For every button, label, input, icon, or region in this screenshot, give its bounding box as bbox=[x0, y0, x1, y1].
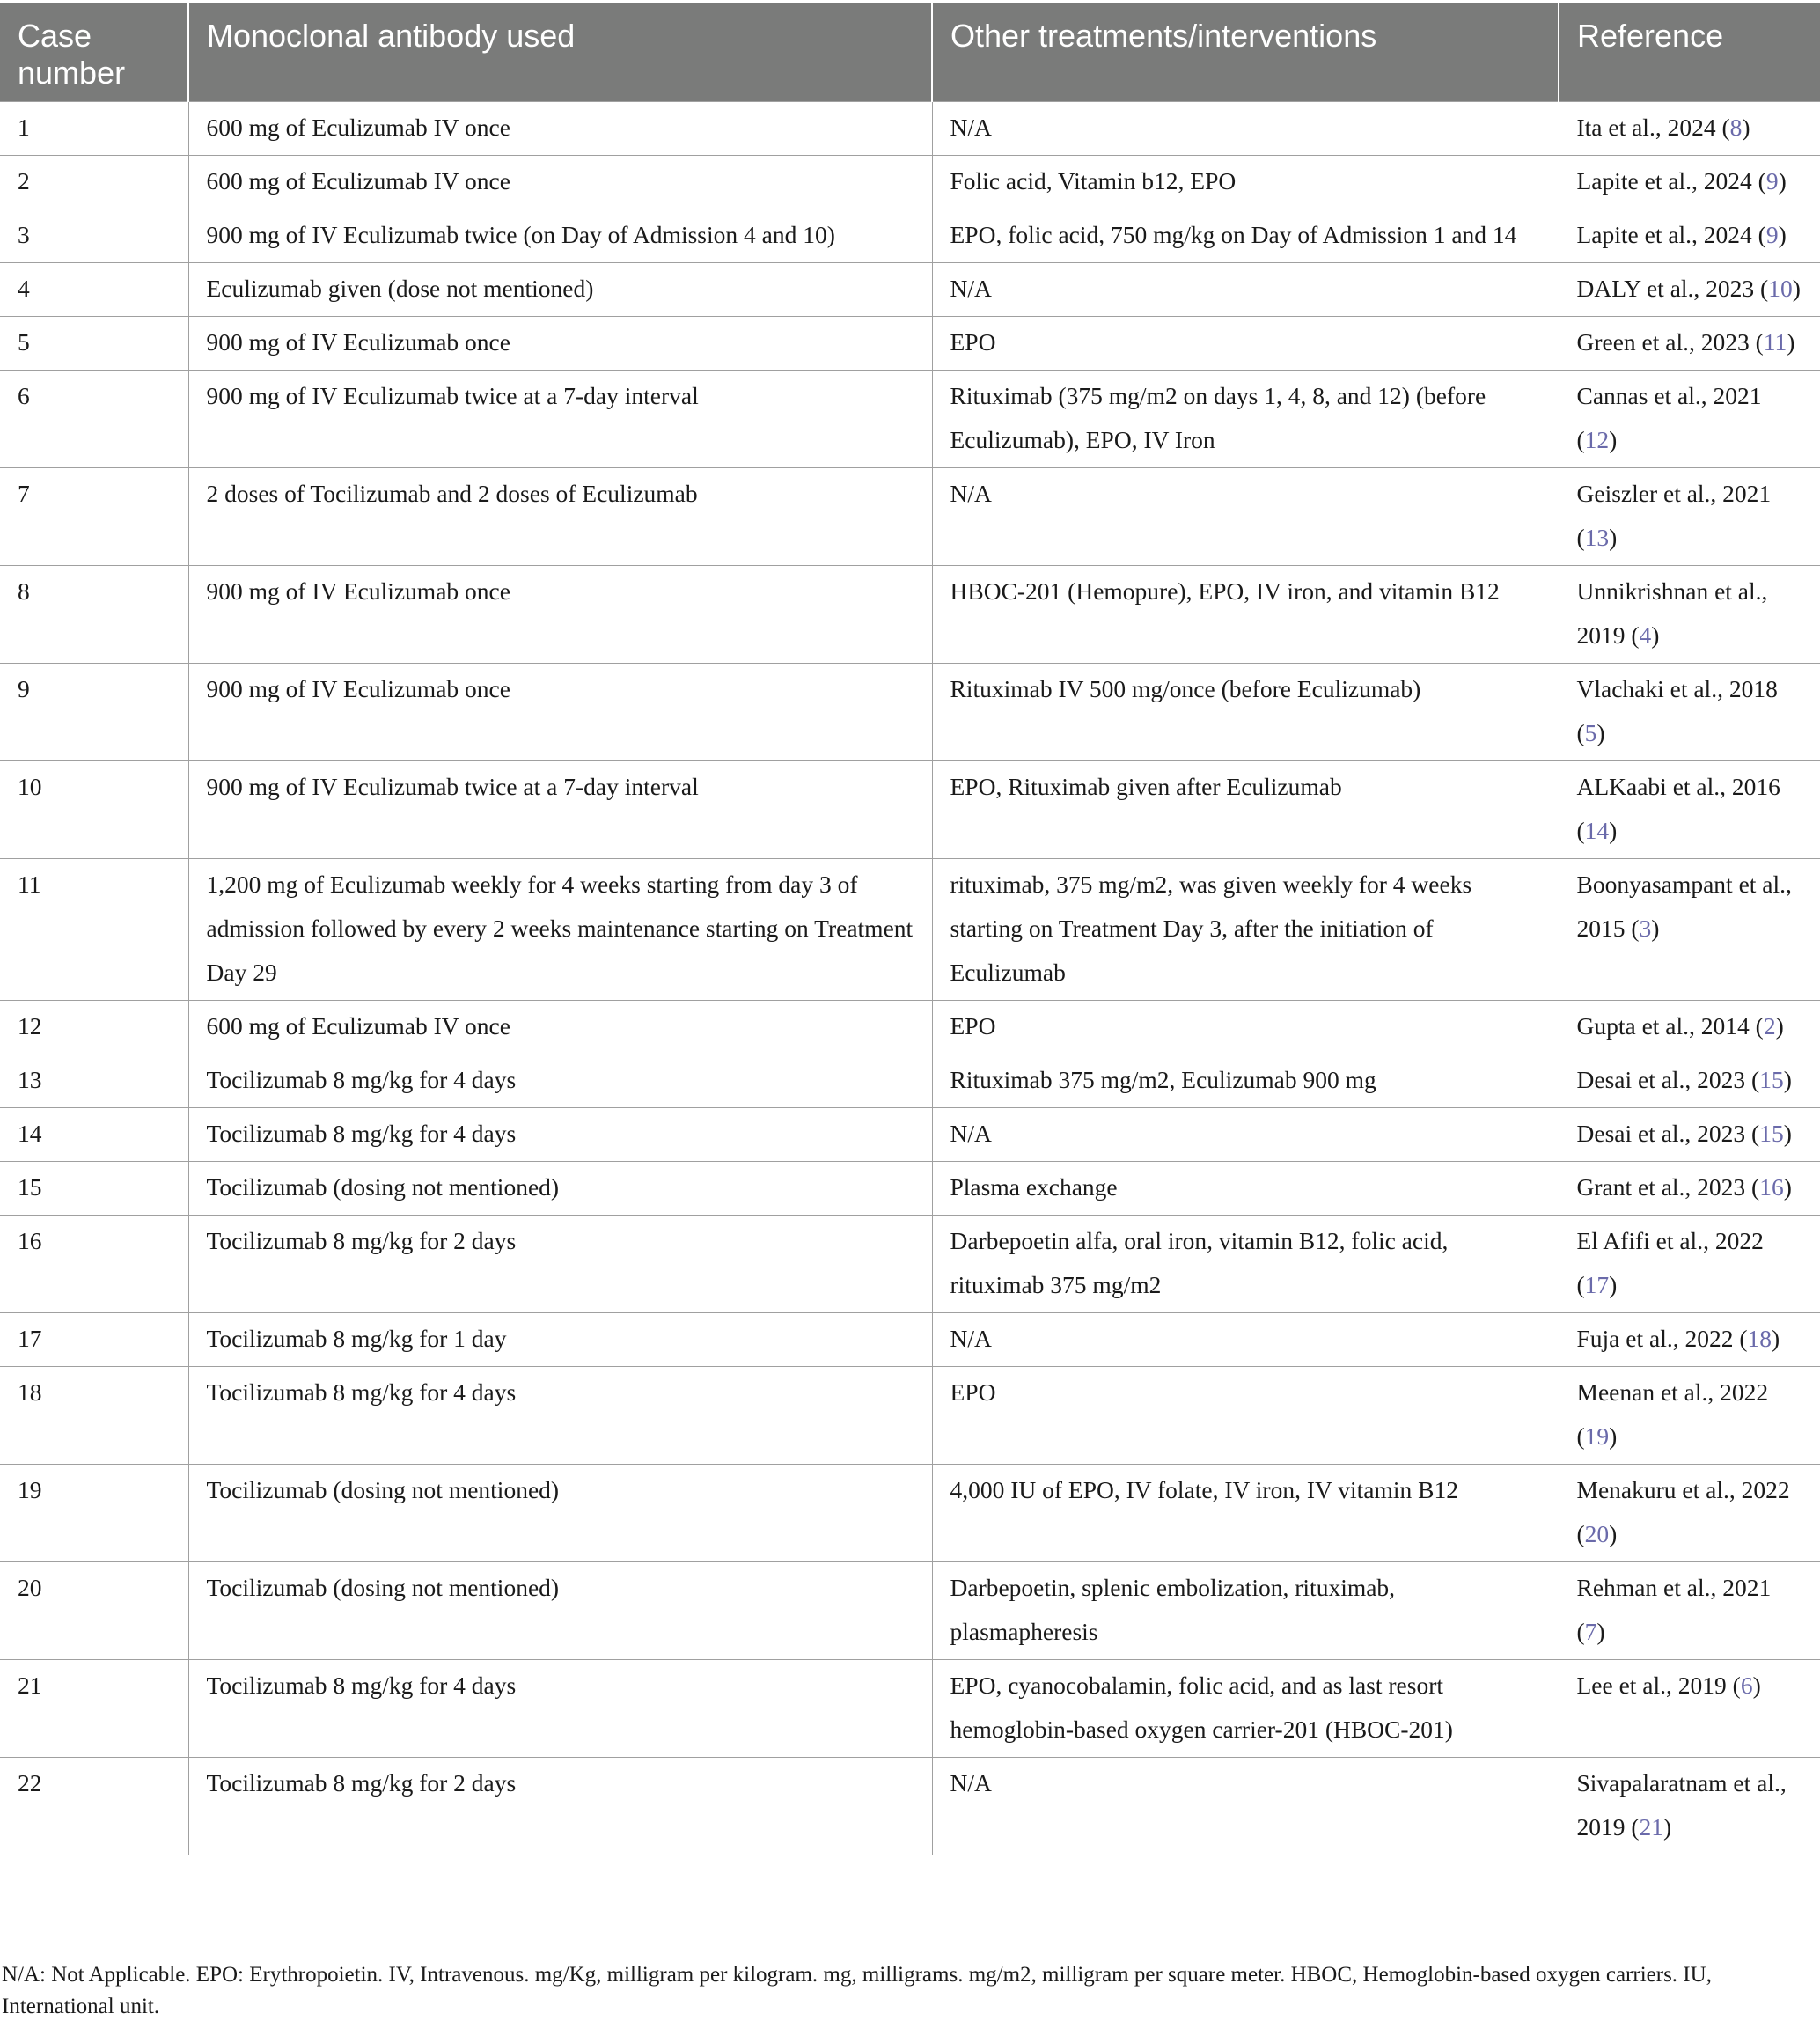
cell-case-number: 14 bbox=[0, 1108, 188, 1162]
table-container bbox=[0, 3, 1820, 1855]
reference-close: ) bbox=[1792, 275, 1801, 302]
table-row bbox=[0, 1660, 1820, 1758]
table-row bbox=[0, 263, 1820, 317]
reference-text: El Afifi et al., 2022 ( bbox=[1576, 1227, 1764, 1298]
cell-antibody: Tocilizumab (dosing not mentioned) bbox=[188, 1162, 932, 1216]
reference-close: ) bbox=[1609, 426, 1618, 453]
reference-text: Vlachaki et al., 2018 ( bbox=[1576, 675, 1778, 746]
reference-close: ) bbox=[1778, 221, 1787, 248]
reference-close: ) bbox=[1783, 1120, 1792, 1147]
cell-other-treatments: HBOC-201 (Hemopure), EPO, IV iron, and vitamin B12 bbox=[932, 566, 1559, 664]
reference-close: ) bbox=[1609, 1520, 1618, 1547]
table-row bbox=[0, 1162, 1820, 1216]
reference-text: Meenan et al., 2022 ( bbox=[1576, 1378, 1769, 1450]
header-antibody: Monoclonal antibody used bbox=[188, 3, 932, 102]
cell-antibody: Tocilizumab 8 mg/kg for 4 days bbox=[188, 1054, 932, 1108]
cell-reference bbox=[1559, 1758, 1820, 1855]
table-footnote: N/A: Not Applicable. EPO: Erythropoietin. IV, Intravenous. mg/Kg, milligram per kilogram. mg, milligrams. mg/m2, milligram per square meter. HBOC, Hemoglobin-based oxygen carriers. IU, International unit. bbox=[2, 1963, 1712, 2018]
cell-reference bbox=[1559, 1108, 1820, 1162]
reference-link[interactable]: 8 bbox=[1729, 114, 1743, 141]
cell-reference bbox=[1559, 263, 1820, 317]
cell-reference bbox=[1559, 1562, 1820, 1660]
reference-text: Lapite et al., 2024 ( bbox=[1576, 221, 1766, 248]
table-row bbox=[0, 664, 1820, 761]
header-reference: Reference bbox=[1559, 3, 1820, 102]
reference-close: ) bbox=[1778, 167, 1787, 195]
reference-link[interactable]: 17 bbox=[1584, 1271, 1610, 1298]
cell-case-number: 2 bbox=[0, 156, 188, 209]
cell-antibody: 600 mg of Eculizumab IV once bbox=[188, 1001, 932, 1054]
header-other-treatments: Other treatments/interventions bbox=[932, 3, 1559, 102]
cell-case-number: 22 bbox=[0, 1758, 188, 1855]
table-row bbox=[0, 1465, 1820, 1562]
reference-text: Ita et al., 2024 ( bbox=[1576, 114, 1730, 141]
reference-close: ) bbox=[1651, 915, 1660, 942]
cell-antibody: Tocilizumab 8 mg/kg for 2 days bbox=[188, 1758, 932, 1855]
reference-text: Gupta et al., 2014 ( bbox=[1576, 1012, 1764, 1040]
cell-other-treatments: N/A bbox=[932, 1758, 1559, 1855]
reference-text: Unnikrishnan et al., 2019 ( bbox=[1576, 577, 1768, 649]
reference-link[interactable]: 3 bbox=[1639, 915, 1652, 942]
cell-other-treatments: EPO, cyanocobalamin, folic acid, and as last resort hemoglobin-based oxygen carrier-201 (HBOC-201) bbox=[932, 1660, 1559, 1758]
cell-reference bbox=[1559, 761, 1820, 859]
cell-antibody: 900 mg of IV Eculizumab twice at a 7-day interval bbox=[188, 761, 932, 859]
table-row bbox=[0, 156, 1820, 209]
reference-text: ALKaabi et al., 2016 ( bbox=[1576, 773, 1780, 844]
cell-antibody: Tocilizumab (dosing not mentioned) bbox=[188, 1562, 932, 1660]
header-row bbox=[0, 3, 1820, 102]
cell-reference bbox=[1559, 1001, 1820, 1054]
cell-antibody: Tocilizumab 8 mg/kg for 4 days bbox=[188, 1108, 932, 1162]
reference-link[interactable]: 13 bbox=[1584, 524, 1610, 551]
table-row bbox=[0, 566, 1820, 664]
cell-antibody: 1,200 mg of Eculizumab weekly for 4 weeks starting from day 3 of admission followed by every 2 weeks maintenance starting on Treatment Day 29 bbox=[188, 859, 932, 1001]
cell-reference bbox=[1559, 209, 1820, 263]
cell-case-number: 7 bbox=[0, 468, 188, 566]
cell-other-treatments: N/A bbox=[932, 468, 1559, 566]
cell-case-number: 18 bbox=[0, 1367, 188, 1465]
cell-other-treatments: Folic acid, Vitamin b12, EPO bbox=[932, 156, 1559, 209]
cell-case-number: 15 bbox=[0, 1162, 188, 1216]
cell-other-treatments: Rituximab IV 500 mg/once (before Eculizumab) bbox=[932, 664, 1559, 761]
cell-other-treatments: EPO bbox=[932, 1001, 1559, 1054]
cell-reference bbox=[1559, 317, 1820, 371]
reference-link[interactable]: 16 bbox=[1759, 1173, 1784, 1201]
cell-antibody: Tocilizumab 8 mg/kg for 4 days bbox=[188, 1367, 932, 1465]
table-row bbox=[0, 1313, 1820, 1367]
reference-text: Rehman et al., 2021 ( bbox=[1576, 1574, 1772, 1645]
cell-reference bbox=[1559, 156, 1820, 209]
cell-other-treatments: EPO bbox=[932, 317, 1559, 371]
cell-case-number: 9 bbox=[0, 664, 188, 761]
cell-antibody: 600 mg of Eculizumab IV once bbox=[188, 102, 932, 156]
cell-case-number: 13 bbox=[0, 1054, 188, 1108]
reference-link[interactable]: 7 bbox=[1584, 1618, 1597, 1645]
table-row bbox=[0, 371, 1820, 468]
cell-reference bbox=[1559, 1660, 1820, 1758]
reference-link[interactable]: 9 bbox=[1765, 221, 1779, 248]
table-row bbox=[0, 761, 1820, 859]
reference-close: ) bbox=[1772, 1325, 1780, 1352]
cell-antibody: Tocilizumab 8 mg/kg for 4 days bbox=[188, 1660, 932, 1758]
reference-text: Desai et al., 2023 ( bbox=[1576, 1066, 1760, 1093]
cell-case-number: 6 bbox=[0, 371, 188, 468]
reference-link[interactable]: 18 bbox=[1747, 1325, 1772, 1352]
cell-antibody: 900 mg of IV Eculizumab twice (on Day of Admission 4 and 10) bbox=[188, 209, 932, 263]
cell-antibody: 600 mg of Eculizumab IV once bbox=[188, 156, 932, 209]
reference-link[interactable]: 10 bbox=[1768, 275, 1793, 302]
cell-antibody: Tocilizumab (dosing not mentioned) bbox=[188, 1465, 932, 1562]
table-row bbox=[0, 1108, 1820, 1162]
reference-text: Lapite et al., 2024 ( bbox=[1576, 167, 1766, 195]
reference-link[interactable]: 6 bbox=[1740, 1672, 1753, 1699]
cell-other-treatments: EPO, folic acid, 750 mg/kg on Day of Admission 1 and 14 bbox=[932, 209, 1559, 263]
reference-text: Boonyasampant et al., 2015 ( bbox=[1576, 871, 1792, 942]
cell-reference bbox=[1559, 859, 1820, 1001]
cell-antibody: 900 mg of IV Eculizumab once bbox=[188, 566, 932, 664]
table-row bbox=[0, 1562, 1820, 1660]
table-row bbox=[0, 102, 1820, 156]
cell-antibody: 900 mg of IV Eculizumab once bbox=[188, 664, 932, 761]
cell-other-treatments: 4,000 IU of EPO, IV folate, IV iron, IV vitamin B12 bbox=[932, 1465, 1559, 1562]
reference-text: Menakuru et al., 2022 ( bbox=[1576, 1476, 1790, 1547]
reference-link[interactable]: 20 bbox=[1584, 1520, 1610, 1547]
header-case-number: Case number bbox=[0, 3, 188, 102]
cell-other-treatments: N/A bbox=[932, 102, 1559, 156]
cell-other-treatments: Rituximab (375 mg/m2 on days 1, 4, 8, and 12) (before Eculizumab), EPO, IV Iron bbox=[932, 371, 1559, 468]
table-body bbox=[0, 102, 1820, 1855]
cell-antibody: 2 doses of Tocilizumab and 2 doses of Eculizumab bbox=[188, 468, 932, 566]
reference-link[interactable]: 15 bbox=[1759, 1066, 1784, 1093]
reference-text: DALY et al., 2023 ( bbox=[1576, 275, 1769, 302]
reference-close: ) bbox=[1596, 719, 1605, 746]
cell-case-number: 20 bbox=[0, 1562, 188, 1660]
reference-close: ) bbox=[1609, 1271, 1618, 1298]
cell-other-treatments: Darbepoetin, splenic embolization, rituximab, plasmapheresis bbox=[932, 1562, 1559, 1660]
table-row bbox=[0, 468, 1820, 566]
table-header bbox=[0, 3, 1820, 102]
reference-link[interactable]: 15 bbox=[1759, 1120, 1784, 1147]
reference-text: Fuja et al., 2022 ( bbox=[1576, 1325, 1748, 1352]
reference-text: Lee et al., 2019 ( bbox=[1576, 1672, 1741, 1699]
reference-link[interactable]: 19 bbox=[1584, 1422, 1610, 1450]
cell-case-number: 4 bbox=[0, 263, 188, 317]
cell-other-treatments: Rituximab 375 mg/m2, Eculizumab 900 mg bbox=[932, 1054, 1559, 1108]
reference-close: ) bbox=[1787, 328, 1795, 356]
cell-case-number: 5 bbox=[0, 317, 188, 371]
cell-other-treatments: N/A bbox=[932, 263, 1559, 317]
reference-close: ) bbox=[1663, 1813, 1672, 1841]
cell-other-treatments: N/A bbox=[932, 1108, 1559, 1162]
reference-text: Green et al., 2023 ( bbox=[1576, 328, 1764, 356]
reference-close: ) bbox=[1783, 1173, 1792, 1201]
cell-case-number: 21 bbox=[0, 1660, 188, 1758]
cell-reference bbox=[1559, 1313, 1820, 1367]
cell-antibody: 900 mg of IV Eculizumab twice at a 7-day interval bbox=[188, 371, 932, 468]
cell-case-number: 11 bbox=[0, 859, 188, 1001]
cell-case-number: 16 bbox=[0, 1216, 188, 1313]
cell-reference bbox=[1559, 371, 1820, 468]
reference-close: ) bbox=[1742, 114, 1750, 141]
cell-reference bbox=[1559, 1216, 1820, 1313]
cell-antibody: 900 mg of IV Eculizumab once bbox=[188, 317, 932, 371]
cell-antibody: Tocilizumab 8 mg/kg for 2 days bbox=[188, 1216, 932, 1313]
cell-other-treatments: EPO bbox=[932, 1367, 1559, 1465]
cell-antibody: Tocilizumab 8 mg/kg for 1 day bbox=[188, 1313, 932, 1367]
cell-other-treatments: rituximab, 375 mg/m2, was given weekly for 4 weeks starting on Treatment Day 3, after the initiation of Eculizumab bbox=[932, 859, 1559, 1001]
reference-link[interactable]: 11 bbox=[1763, 328, 1787, 356]
cell-reference bbox=[1559, 664, 1820, 761]
table-row bbox=[0, 209, 1820, 263]
reference-text: Grant et al., 2023 ( bbox=[1576, 1173, 1760, 1201]
reference-link[interactable]: 2 bbox=[1763, 1012, 1776, 1040]
cell-case-number: 3 bbox=[0, 209, 188, 263]
reference-close: ) bbox=[1596, 1618, 1605, 1645]
cell-reference bbox=[1559, 102, 1820, 156]
treatment-table bbox=[0, 3, 1820, 1855]
cell-case-number: 10 bbox=[0, 761, 188, 859]
reference-close: ) bbox=[1609, 817, 1618, 844]
cell-case-number: 12 bbox=[0, 1001, 188, 1054]
reference-close: ) bbox=[1783, 1066, 1792, 1093]
cell-other-treatments: EPO, Rituximab given after Eculizumab bbox=[932, 761, 1559, 859]
cell-other-treatments: Plasma exchange bbox=[932, 1162, 1559, 1216]
reference-text: Geiszler et al., 2021 ( bbox=[1576, 480, 1772, 551]
cell-reference bbox=[1559, 468, 1820, 566]
cell-case-number: 19 bbox=[0, 1465, 188, 1562]
reference-close: ) bbox=[1651, 621, 1660, 649]
cell-reference bbox=[1559, 1465, 1820, 1562]
reference-link[interactable]: 14 bbox=[1584, 817, 1610, 844]
cell-reference bbox=[1559, 1054, 1820, 1108]
reference-close: ) bbox=[1609, 1422, 1618, 1450]
table-row bbox=[0, 1054, 1820, 1108]
table-row bbox=[0, 1216, 1820, 1313]
reference-close: ) bbox=[1775, 1012, 1784, 1040]
table-row bbox=[0, 1367, 1820, 1465]
cell-reference bbox=[1559, 1162, 1820, 1216]
reference-text: Desai et al., 2023 ( bbox=[1576, 1120, 1760, 1147]
cell-reference bbox=[1559, 1367, 1820, 1465]
cell-case-number: 8 bbox=[0, 566, 188, 664]
reference-link[interactable]: 12 bbox=[1584, 426, 1610, 453]
reference-link[interactable]: 5 bbox=[1584, 719, 1597, 746]
cell-reference bbox=[1559, 566, 1820, 664]
reference-close: ) bbox=[1609, 524, 1618, 551]
reference-link[interactable]: 9 bbox=[1765, 167, 1779, 195]
reference-text: Cannas et al., 2021 ( bbox=[1576, 382, 1762, 453]
table-row bbox=[0, 1001, 1820, 1054]
table-row bbox=[0, 317, 1820, 371]
cell-case-number: 17 bbox=[0, 1313, 188, 1367]
reference-link[interactable]: 4 bbox=[1639, 621, 1652, 649]
cell-case-number: 1 bbox=[0, 102, 188, 156]
reference-close: ) bbox=[1752, 1672, 1761, 1699]
reference-link[interactable]: 21 bbox=[1639, 1813, 1664, 1841]
table-row bbox=[0, 1758, 1820, 1855]
cell-other-treatments: Darbepoetin alfa, oral iron, vitamin B12, folic acid, rituximab 375 mg/m2 bbox=[932, 1216, 1559, 1313]
cell-antibody: Eculizumab given (dose not mentioned) bbox=[188, 263, 932, 317]
table-row bbox=[0, 859, 1820, 1001]
reference-text: Sivapalaratnam et al., 2019 ( bbox=[1576, 1769, 1787, 1841]
cell-other-treatments: N/A bbox=[932, 1313, 1559, 1367]
